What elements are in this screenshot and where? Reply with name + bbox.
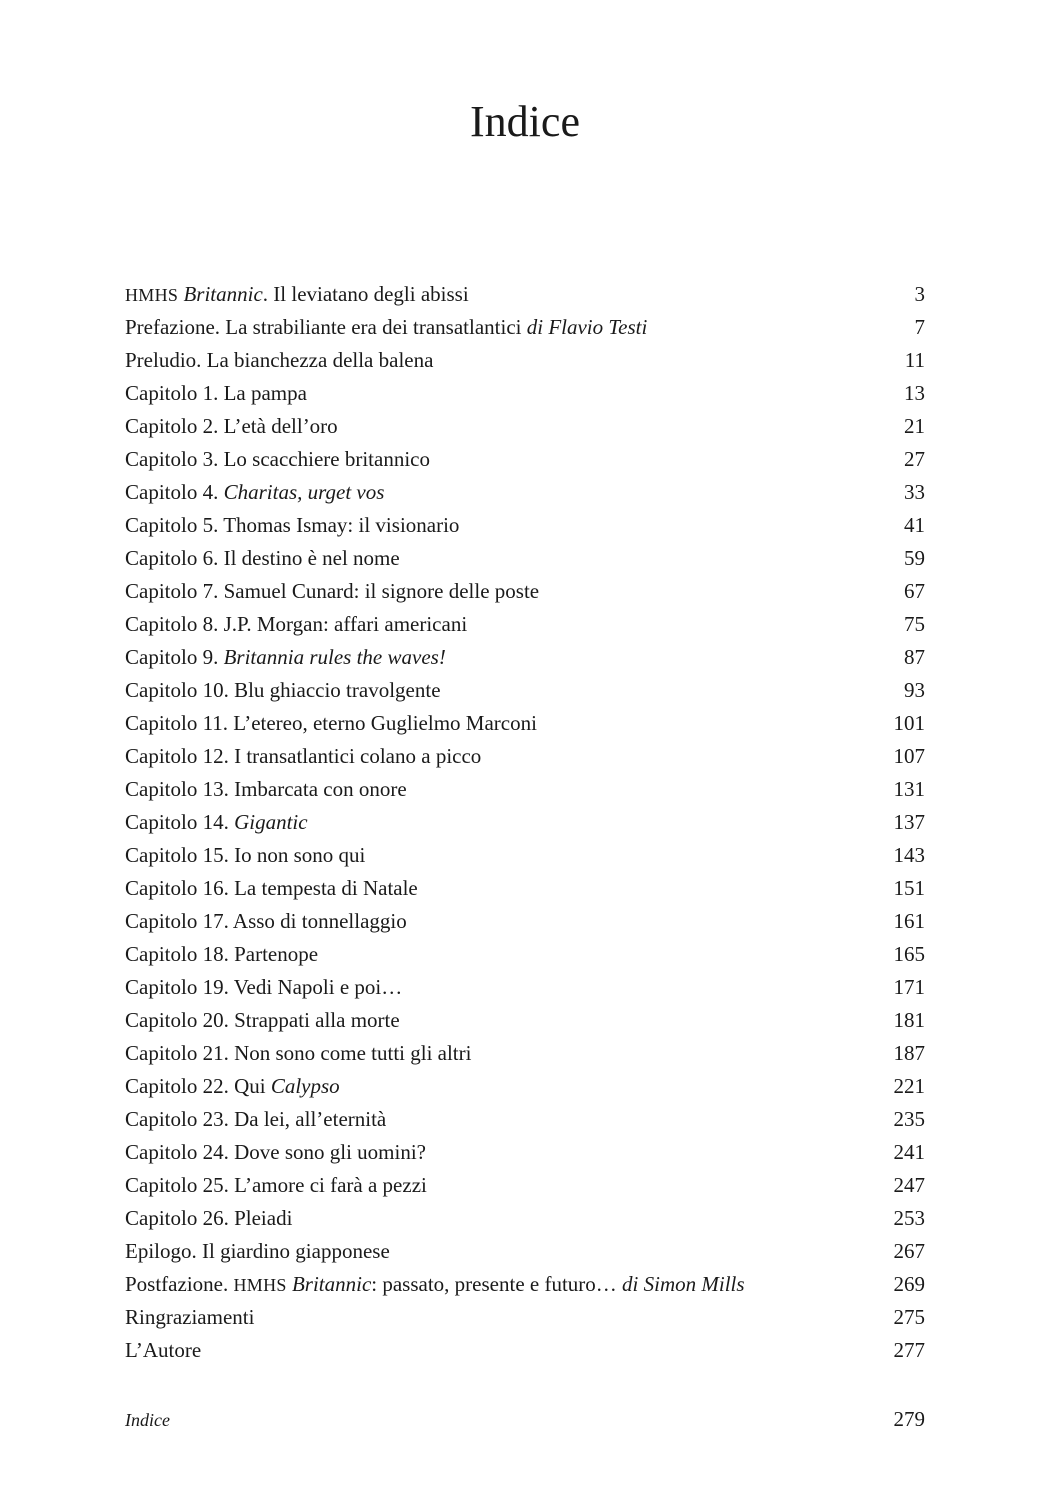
toc-entry-page: 269 — [893, 1272, 925, 1296]
toc-entry-page: 87 — [904, 645, 925, 669]
toc-entry-text: Capitolo 7. Samuel Cunard: il signore delle poste — [125, 579, 540, 603]
toc-entry-page: 143 — [893, 843, 925, 867]
table-of-contents — [125, 278, 925, 1367]
toc-entry-text: Capitolo 22. Qui — [125, 1074, 271, 1098]
toc-entry-text: Capitolo 18. Partenope — [125, 942, 319, 966]
page-title: Indice — [470, 97, 580, 146]
toc-entry-text: Capitolo 13. Imbarcata con onore — [125, 777, 407, 801]
toc-entry-page: 241 — [893, 1140, 925, 1164]
toc-entry-title — [125, 905, 407, 938]
toc-entry-page: 181 — [893, 1008, 925, 1032]
toc-entry-title — [125, 1136, 426, 1169]
toc-entry-title — [125, 1268, 745, 1302]
toc-entry — [125, 971, 925, 1004]
toc-entry-text: Prefazione. La strabiliante era dei transatlantici — [125, 315, 527, 339]
toc-entry-text: Preludio. La bianchezza della balena — [125, 348, 434, 372]
toc-entry-page: 3 — [914, 282, 925, 306]
toc-entry-page: 101 — [893, 711, 925, 735]
toc-entry-text: Capitolo 21. Non sono come tutti gli altri — [125, 1041, 472, 1065]
toc-entry — [125, 443, 925, 476]
toc-entry — [125, 476, 925, 509]
toc-entry — [125, 773, 925, 806]
toc-entry-page: 161 — [893, 909, 925, 933]
toc-entry-title — [125, 575, 539, 608]
toc-entry-title — [125, 1202, 292, 1235]
toc-entry-text: . Il leviatano degli abissi — [262, 282, 469, 306]
toc-entry-title — [125, 377, 307, 410]
toc-entry-text: Capitolo 14. — [125, 810, 235, 834]
toc-entry-page: 75 — [904, 612, 925, 636]
toc-entry — [125, 278, 925, 311]
toc-entry-title — [125, 542, 400, 575]
toc-entry-text: Britannic — [183, 282, 263, 306]
toc-entry-text: Capitolo 5. Thomas Ismay: il visionario — [125, 513, 460, 537]
toc-entry-text: Capitolo 19. Vedi Napoli e poi… — [125, 975, 403, 999]
toc-entry-page: 107 — [893, 744, 925, 768]
toc-entry — [125, 641, 925, 674]
toc-entry — [125, 707, 925, 740]
toc-entry-title — [125, 1301, 254, 1334]
toc-entry-title — [125, 938, 318, 971]
toc-entry-page: 11 — [904, 348, 925, 372]
toc-entry — [125, 905, 925, 938]
toc-entry-text: Capitolo 16. La tempesta di Natale — [125, 876, 418, 900]
toc-entry — [125, 1004, 925, 1037]
toc-entry-text: Capitolo 15. Io non sono qui — [125, 843, 366, 867]
toc-entry — [125, 1202, 925, 1235]
toc-entry — [125, 542, 925, 575]
toc-entry-title — [125, 773, 407, 806]
toc-entry-title — [125, 1103, 386, 1136]
toc-entry — [125, 872, 925, 905]
toc-entry-text: HMHS — [233, 1275, 287, 1295]
toc-entry-title — [125, 806, 308, 839]
toc-entry-text: Capitolo 24. Dove sono gli uomini? — [125, 1140, 426, 1164]
page-footer — [125, 1403, 925, 1437]
toc-entry — [125, 1268, 925, 1301]
toc-entry-text: Capitolo 17. Asso di tonnellaggio — [125, 909, 407, 933]
toc-entry — [125, 509, 925, 542]
page-number: 279 — [893, 1407, 925, 1431]
toc-entry-title — [125, 1037, 471, 1070]
toc-entry-text: L’Autore — [125, 1338, 202, 1362]
toc-entry-page: 137 — [893, 810, 925, 834]
toc-entry-text: Britannia rules the waves! — [223, 645, 446, 669]
toc-entry-text: Capitolo 9. — [125, 645, 224, 669]
toc-entry-page: 165 — [893, 942, 925, 966]
toc-entry-title — [125, 509, 459, 542]
toc-entry-page: 13 — [904, 381, 925, 405]
toc-entry-page: 27 — [904, 447, 925, 471]
toc-entry — [125, 608, 925, 641]
toc-entry-page: 253 — [893, 1206, 925, 1230]
toc-entry — [125, 1103, 925, 1136]
toc-entry-page: 21 — [904, 414, 925, 438]
toc-entry-text: Capitolo 6. Il destino è nel nome — [125, 546, 400, 570]
toc-entry — [125, 1301, 925, 1334]
toc-entry-text: Charitas, urget vos — [223, 480, 385, 504]
toc-entry — [125, 410, 925, 443]
toc-entry-page: 41 — [904, 513, 925, 537]
toc-entry-title — [125, 839, 365, 872]
toc-entry-page: 235 — [893, 1107, 925, 1131]
toc-entry-title — [125, 344, 433, 377]
toc-entry-page: 187 — [893, 1041, 925, 1065]
toc-entry-title — [125, 872, 418, 905]
toc-entry-page: 131 — [893, 777, 925, 801]
toc-entry — [125, 1334, 925, 1367]
toc-entry-page: 93 — [904, 678, 925, 702]
toc-entry-title — [125, 740, 481, 773]
toc-entry-text: Capitolo 3. Lo scacchiere britannico — [125, 447, 430, 471]
toc-entry-title — [125, 311, 647, 344]
toc-entry-text: Capitolo 8. J.P. Morgan: affari americani — [125, 612, 468, 636]
toc-entry-text: Capitolo 20. Strappati alla morte — [125, 1008, 400, 1032]
running-footer-label: Indice — [125, 1410, 170, 1430]
toc-entry-page: 247 — [893, 1173, 925, 1197]
toc-entry-title — [125, 1334, 201, 1367]
toc-entry — [125, 938, 925, 971]
toc-entry — [125, 839, 925, 872]
toc-entry-text: Britannic — [291, 1272, 372, 1296]
toc-entry-title — [125, 674, 441, 707]
toc-entry-page: 59 — [904, 546, 925, 570]
toc-entry-title — [125, 707, 537, 740]
toc-entry — [125, 377, 925, 410]
toc-entry-title — [125, 1070, 340, 1103]
toc-entry-page: 267 — [893, 1239, 925, 1263]
toc-entry-page: 275 — [893, 1305, 925, 1329]
toc-entry-page: 171 — [893, 975, 925, 999]
toc-entry-page: 67 — [904, 579, 925, 603]
toc-entry-text: Epilogo. Il giardino giapponese — [125, 1239, 390, 1263]
toc-entry-text: Capitolo 25. L’amore ci farà a pezzi — [125, 1173, 427, 1197]
toc-entry-text: Capitolo 12. I transatlantici colano a picco — [125, 744, 482, 768]
toc-entry-text: Ringraziamenti — [125, 1305, 255, 1329]
toc-entry — [125, 575, 925, 608]
toc-entry-title — [125, 971, 402, 1004]
toc-entry — [125, 674, 925, 707]
toc-entry-text: di Flavio Testi — [526, 315, 648, 339]
toc-entry-text: di Simon Mills — [622, 1272, 745, 1296]
toc-entry-text: Capitolo 10. Blu ghiaccio travolgente — [125, 678, 441, 702]
toc-entry-text: Capitolo 23. Da lei, all’eternità — [125, 1107, 387, 1131]
toc-entry — [125, 1169, 925, 1202]
toc-entry-title — [125, 1004, 400, 1037]
toc-entry-page: 7 — [914, 315, 925, 339]
toc-entry-title — [125, 1235, 390, 1268]
toc-entry-text: Capitolo 4. — [125, 480, 224, 504]
toc-entry-text: HMHS — [125, 285, 179, 305]
toc-entry — [125, 806, 925, 839]
toc-entry-title — [125, 608, 467, 641]
toc-entry-text: Gigantic — [234, 810, 308, 834]
toc-entry-text: Capitolo 11. L’etereo, eterno Guglielmo Marconi — [125, 711, 537, 735]
toc-entry-page: 221 — [893, 1074, 925, 1098]
toc-entry-text: Postfazione. — [125, 1272, 234, 1296]
toc-entry-page: 33 — [904, 480, 925, 504]
toc-entry-title — [125, 1169, 427, 1202]
toc-entry — [125, 1235, 925, 1268]
toc-entry-text: : passato, presente e futuro… — [371, 1272, 623, 1296]
toc-entry-page: 151 — [893, 876, 925, 900]
toc-entry — [125, 1070, 925, 1103]
toc-entry-title — [125, 476, 384, 509]
toc-entry — [125, 311, 925, 344]
toc-entry — [125, 740, 925, 773]
toc-entry-text: Calypso — [270, 1074, 340, 1098]
toc-entry-title — [125, 641, 446, 674]
toc-entry-text: Capitolo 2. L’età dell’oro — [125, 414, 338, 438]
toc-entry-page: 277 — [893, 1338, 925, 1362]
toc-entry-title — [125, 443, 430, 476]
toc-entry — [125, 1136, 925, 1169]
toc-entry-title — [125, 410, 338, 443]
toc-entry-text: Capitolo 1. La pampa — [125, 381, 307, 405]
toc-entry-title — [125, 278, 469, 312]
toc-entry-text: Capitolo 26. Pleiadi — [125, 1206, 293, 1230]
toc-entry — [125, 344, 925, 377]
toc-entry — [125, 1037, 925, 1070]
